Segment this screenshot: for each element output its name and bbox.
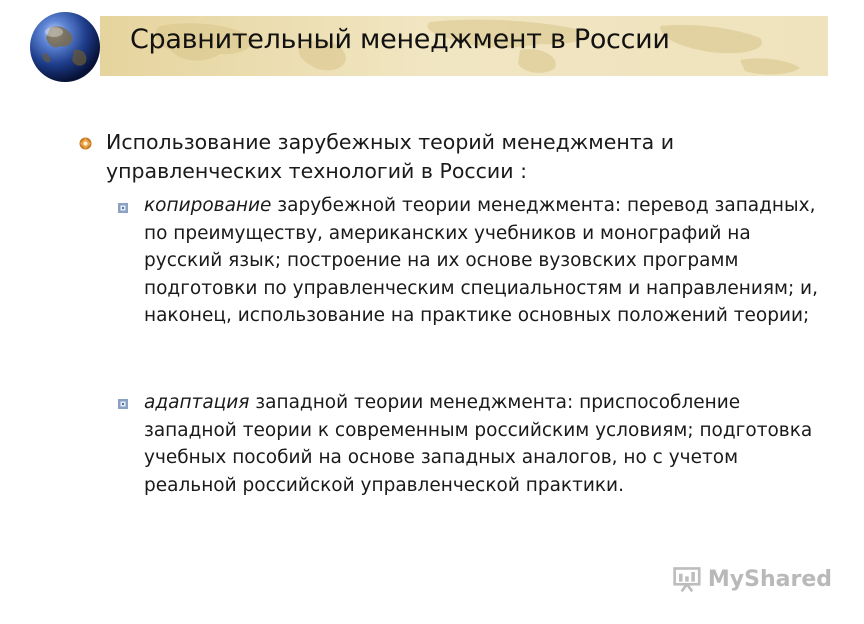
sub-bullet-icon — [118, 203, 128, 213]
bullet-diamond-icon — [79, 137, 92, 150]
subpoint-copying — [144, 192, 824, 330]
watermark-brand: MyShared — [707, 566, 832, 592]
main-point: Использование зарубежных теорий менеджмента и управленческих технологий в России : — [106, 130, 675, 183]
subpoint-adaptation-text: западной теории менеджмента: приспособление западной теории к современным российским условиям; подготовка учебных пособий на основе западных аналогов, но с учетом реальной российской управленческой практики. — [144, 392, 813, 496]
myshared-watermark — [672, 562, 832, 596]
globe-icon — [28, 10, 102, 84]
subpoint-copying-text: зарубежной теории менеджмента: перевод западных, по преимуществу, американских учебников и монографий на русский язык; построение на их основе вузовских программ подготовки по управленческим специальностям и направлениям; и, наконец, использование на практике основных положений теории; — [144, 195, 818, 326]
term-adaptation: адаптация — [144, 392, 250, 413]
slide-title: Сравнительный менеджмент в России — [130, 24, 670, 55]
sub-bullet-icon — [118, 399, 128, 409]
term-copying: копирование — [144, 195, 272, 216]
subpoint-adaptation — [144, 389, 824, 499]
presentation-board-icon — [672, 564, 702, 594]
